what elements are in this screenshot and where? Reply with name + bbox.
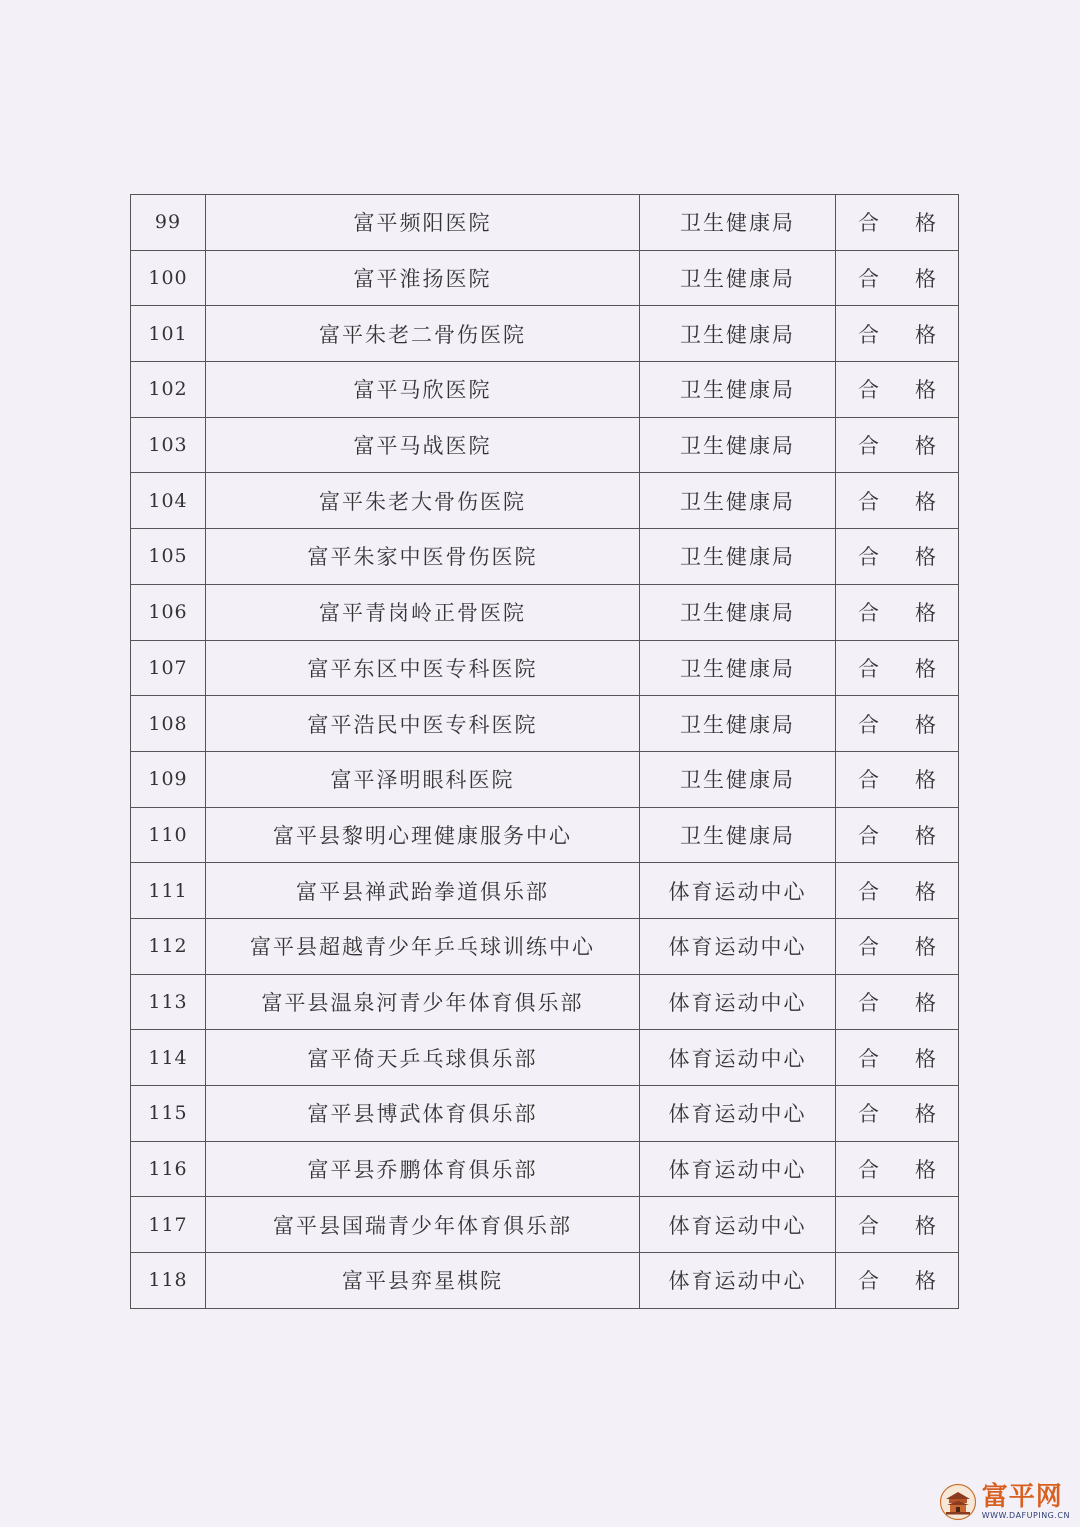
row-number: 106	[131, 584, 206, 640]
row-number: 109	[131, 751, 206, 807]
row-number: 116	[131, 1141, 206, 1197]
result: 合格	[858, 211, 936, 236]
result: 合格	[858, 823, 936, 848]
organization-name: 富平县弈星棋院	[206, 1253, 640, 1309]
organization-name: 富平朱老二骨伤医院	[206, 306, 640, 362]
department: 卫生健康局	[640, 529, 836, 585]
result: 合格	[858, 1158, 936, 1183]
result: 合格	[858, 990, 936, 1015]
table-row	[131, 250, 959, 306]
organization-name: 富平朱老大骨伤医院	[206, 473, 640, 529]
organization-name: 富平东区中医专科医院	[206, 640, 640, 696]
department: 体育运动中心	[640, 1197, 836, 1253]
result: 合格	[858, 1046, 936, 1071]
result: 合格	[858, 601, 936, 626]
result: 合格	[858, 1213, 936, 1238]
department: 卫生健康局	[640, 751, 836, 807]
department: 卫生健康局	[640, 362, 836, 418]
department: 体育运动中心	[640, 1086, 836, 1142]
pagoda-logo-icon	[938, 1483, 978, 1521]
organization-name: 富平马战医院	[206, 417, 640, 473]
result: 合格	[858, 1269, 936, 1294]
department: 体育运动中心	[640, 1253, 836, 1309]
row-number: 117	[131, 1197, 206, 1253]
organization-name: 富平浩民中医专科医院	[206, 696, 640, 752]
result: 合格	[858, 656, 936, 681]
department: 卫生健康局	[640, 640, 836, 696]
organization-name: 富平马欣医院	[206, 362, 640, 418]
organization-name: 富平县禅武跆拳道俱乐部	[206, 863, 640, 919]
table-row	[131, 863, 959, 919]
department: 体育运动中心	[640, 918, 836, 974]
organization-name: 富平县博武体育俱乐部	[206, 1086, 640, 1142]
row-number: 112	[131, 918, 206, 974]
department: 体育运动中心	[640, 1030, 836, 1086]
result: 合格	[858, 879, 936, 904]
table-row	[131, 529, 959, 585]
row-number: 100	[131, 250, 206, 306]
organization-name: 富平县超越青少年乒乓球训练中心	[206, 918, 640, 974]
table-body	[131, 195, 959, 1309]
department: 体育运动中心	[640, 974, 836, 1030]
row-number: 102	[131, 362, 206, 418]
row-number: 115	[131, 1086, 206, 1142]
row-number: 107	[131, 640, 206, 696]
table-row	[131, 696, 959, 752]
result: 合格	[858, 322, 936, 347]
table-row	[131, 974, 959, 1030]
row-number: 114	[131, 1030, 206, 1086]
table-row	[131, 640, 959, 696]
row-number: 104	[131, 473, 206, 529]
result: 合格	[858, 489, 936, 514]
organization-name: 富平县黎明心理健康服务中心	[206, 807, 640, 863]
result: 合格	[858, 378, 936, 403]
department: 体育运动中心	[640, 863, 836, 919]
table-row	[131, 417, 959, 473]
row-number: 110	[131, 807, 206, 863]
result: 合格	[858, 267, 936, 292]
row-number: 99	[131, 195, 206, 251]
department: 卫生健康局	[640, 195, 836, 251]
table-row	[131, 584, 959, 640]
organization-name: 富平县国瑞青少年体育俱乐部	[206, 1197, 640, 1253]
result: 合格	[858, 712, 936, 737]
organization-name: 富平县乔鹏体育俱乐部	[206, 1141, 640, 1197]
department: 卫生健康局	[640, 584, 836, 640]
result: 合格	[858, 768, 936, 793]
site-watermark	[938, 1483, 1070, 1521]
table-row	[131, 1197, 959, 1253]
organization-name: 富平朱家中医骨伤医院	[206, 529, 640, 585]
result: 合格	[858, 1102, 936, 1127]
table-row	[131, 1030, 959, 1086]
result: 合格	[858, 935, 936, 960]
department: 卫生健康局	[640, 250, 836, 306]
qualification-table	[130, 194, 959, 1309]
organization-name: 富平县温泉河青少年体育俱乐部	[206, 974, 640, 1030]
table-row	[131, 807, 959, 863]
row-number: 113	[131, 974, 206, 1030]
watermark-site-name: 富平网	[981, 1482, 1063, 1512]
table-row	[131, 1253, 959, 1309]
department: 卫生健康局	[640, 417, 836, 473]
organization-name: 富平淮扬医院	[206, 250, 640, 306]
table-row	[131, 195, 959, 251]
table-row	[131, 1141, 959, 1197]
result: 合格	[858, 545, 936, 570]
table-row	[131, 362, 959, 418]
row-number: 118	[131, 1253, 206, 1309]
row-number: 105	[131, 529, 206, 585]
organization-name: 富平青岗岭正骨医院	[206, 584, 640, 640]
row-number: 103	[131, 417, 206, 473]
row-number: 111	[131, 863, 206, 919]
table-row	[131, 306, 959, 362]
table-row	[131, 473, 959, 529]
table-row	[131, 918, 959, 974]
department: 卫生健康局	[640, 306, 836, 362]
table-row	[131, 751, 959, 807]
organization-name: 富平泽明眼科医院	[206, 751, 640, 807]
watermark-site-url: WWW.DAFUPING.CN	[981, 1511, 1070, 1520]
result: 合格	[858, 434, 936, 459]
department: 体育运动中心	[640, 1141, 836, 1197]
table-row	[131, 1086, 959, 1142]
row-number: 108	[131, 696, 206, 752]
organization-name: 富平倚天乒乓球俱乐部	[206, 1030, 640, 1086]
organization-name: 富平频阳医院	[206, 195, 640, 251]
row-number: 101	[131, 306, 206, 362]
department: 卫生健康局	[640, 473, 836, 529]
department: 卫生健康局	[640, 696, 836, 752]
department: 卫生健康局	[640, 807, 836, 863]
